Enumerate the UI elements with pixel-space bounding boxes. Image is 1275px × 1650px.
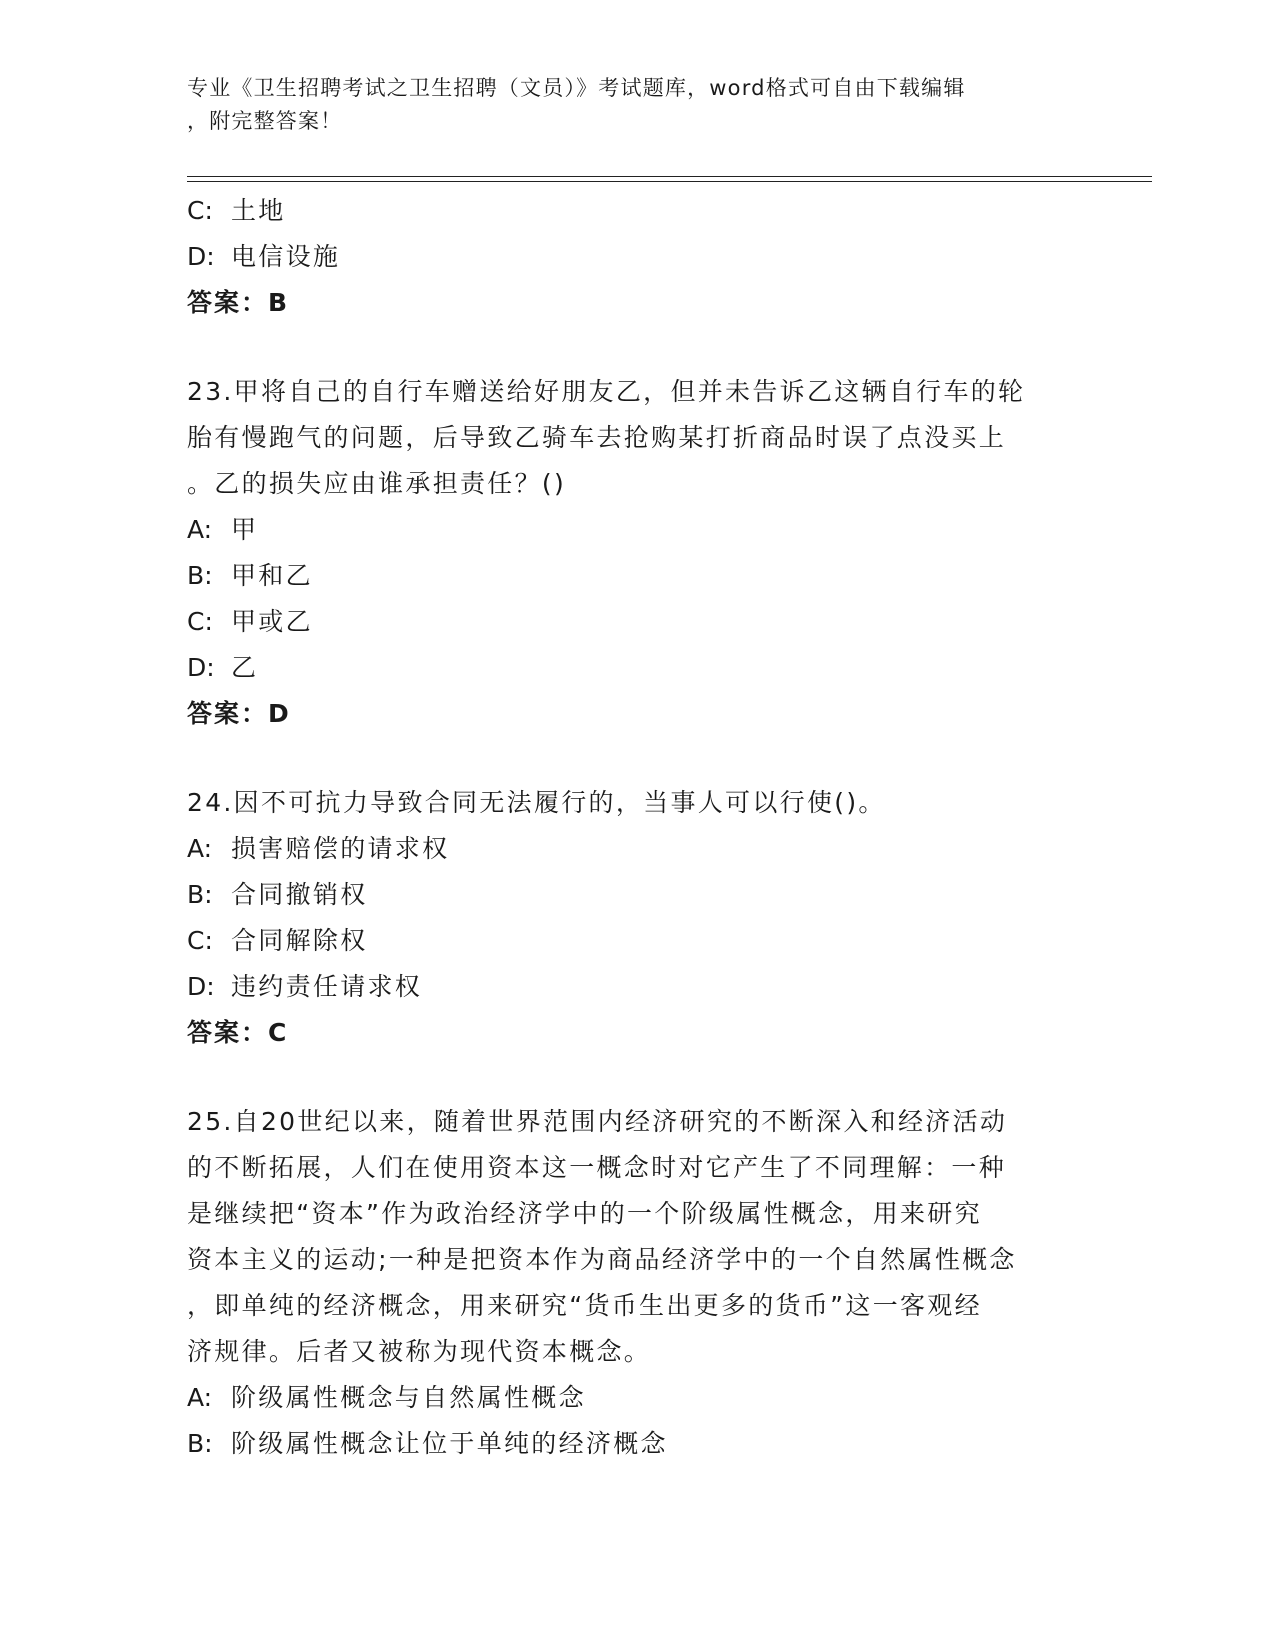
question-text-line: 。乙的损失应由谁承担责任？() bbox=[187, 469, 567, 498]
header-divider-bottom bbox=[187, 181, 1152, 182]
question-25 bbox=[187, 1099, 1087, 1467]
question-text-line: ，即单纯的经济概念，用来研究“货币生出更多的货币”这一客观经 bbox=[187, 1291, 982, 1320]
option-a: A: 甲 bbox=[187, 515, 259, 544]
option-d: D: 违约责任请求权 bbox=[187, 972, 423, 1001]
question-text-line: 济规律。后者又被称为现代资本概念。 bbox=[187, 1337, 652, 1366]
answer-label: 答案：B bbox=[187, 288, 290, 317]
answer-label: 答案：D bbox=[187, 699, 291, 728]
option-a: A: 损害赔偿的请求权 bbox=[187, 834, 450, 863]
option-a: A: 阶级属性概念与自然属性概念 bbox=[187, 1383, 586, 1412]
question-text-line: 是继续把“资本”作为政治经济学中的一个阶级属性概念，用来研究 bbox=[187, 1199, 982, 1228]
question-content bbox=[187, 188, 1087, 1467]
question-text-line: 资本主义的运动;一种是把资本作为商品经济学中的一个自然属性概念 bbox=[187, 1245, 1017, 1274]
header-line-1: 专业《卫生招聘考试之卫生招聘（文员）》考试题库，word格式可自由下载编辑 bbox=[187, 76, 966, 100]
question-22-tail bbox=[187, 188, 1087, 326]
option-c: C: 甲或乙 bbox=[187, 607, 313, 636]
option-d: D: 乙 bbox=[187, 653, 259, 682]
question-text-line: 23.甲将自己的自行车赠送给好朋友乙，但并未告诉乙这辆自行车的轮 bbox=[187, 377, 1026, 406]
header-divider-top bbox=[187, 176, 1152, 177]
question-text-line: 25.自20世纪以来，随着世界范围内经济研究的不断深入和经济活动 bbox=[187, 1107, 1008, 1136]
question-text-line: 的不断拓展，人们在使用资本这一概念时对它产生了不同理解：一种 bbox=[187, 1153, 1007, 1182]
document-header bbox=[187, 72, 1087, 138]
option-c: C: 合同解除权 bbox=[187, 926, 368, 955]
question-text-line: 24.因不可抗力导致合同无法履行的，当事人可以行使()。 bbox=[187, 788, 886, 817]
option-b: B: 合同撤销权 bbox=[187, 880, 368, 909]
option-c: C: 土地 bbox=[187, 196, 286, 225]
answer-label: 答案：C bbox=[187, 1018, 289, 1047]
header-line-2: ，附完整答案！ bbox=[187, 109, 343, 133]
option-b: B: 阶级属性概念让位于单纯的经济概念 bbox=[187, 1429, 668, 1458]
option-d: D: 电信设施 bbox=[187, 242, 341, 271]
option-b: B: 甲和乙 bbox=[187, 561, 313, 590]
question-24 bbox=[187, 780, 1087, 1056]
question-text-line: 胎有慢跑气的问题，后导致乙骑车去抢购某打折商品时误了点没买上 bbox=[187, 423, 1007, 452]
question-23 bbox=[187, 369, 1087, 737]
